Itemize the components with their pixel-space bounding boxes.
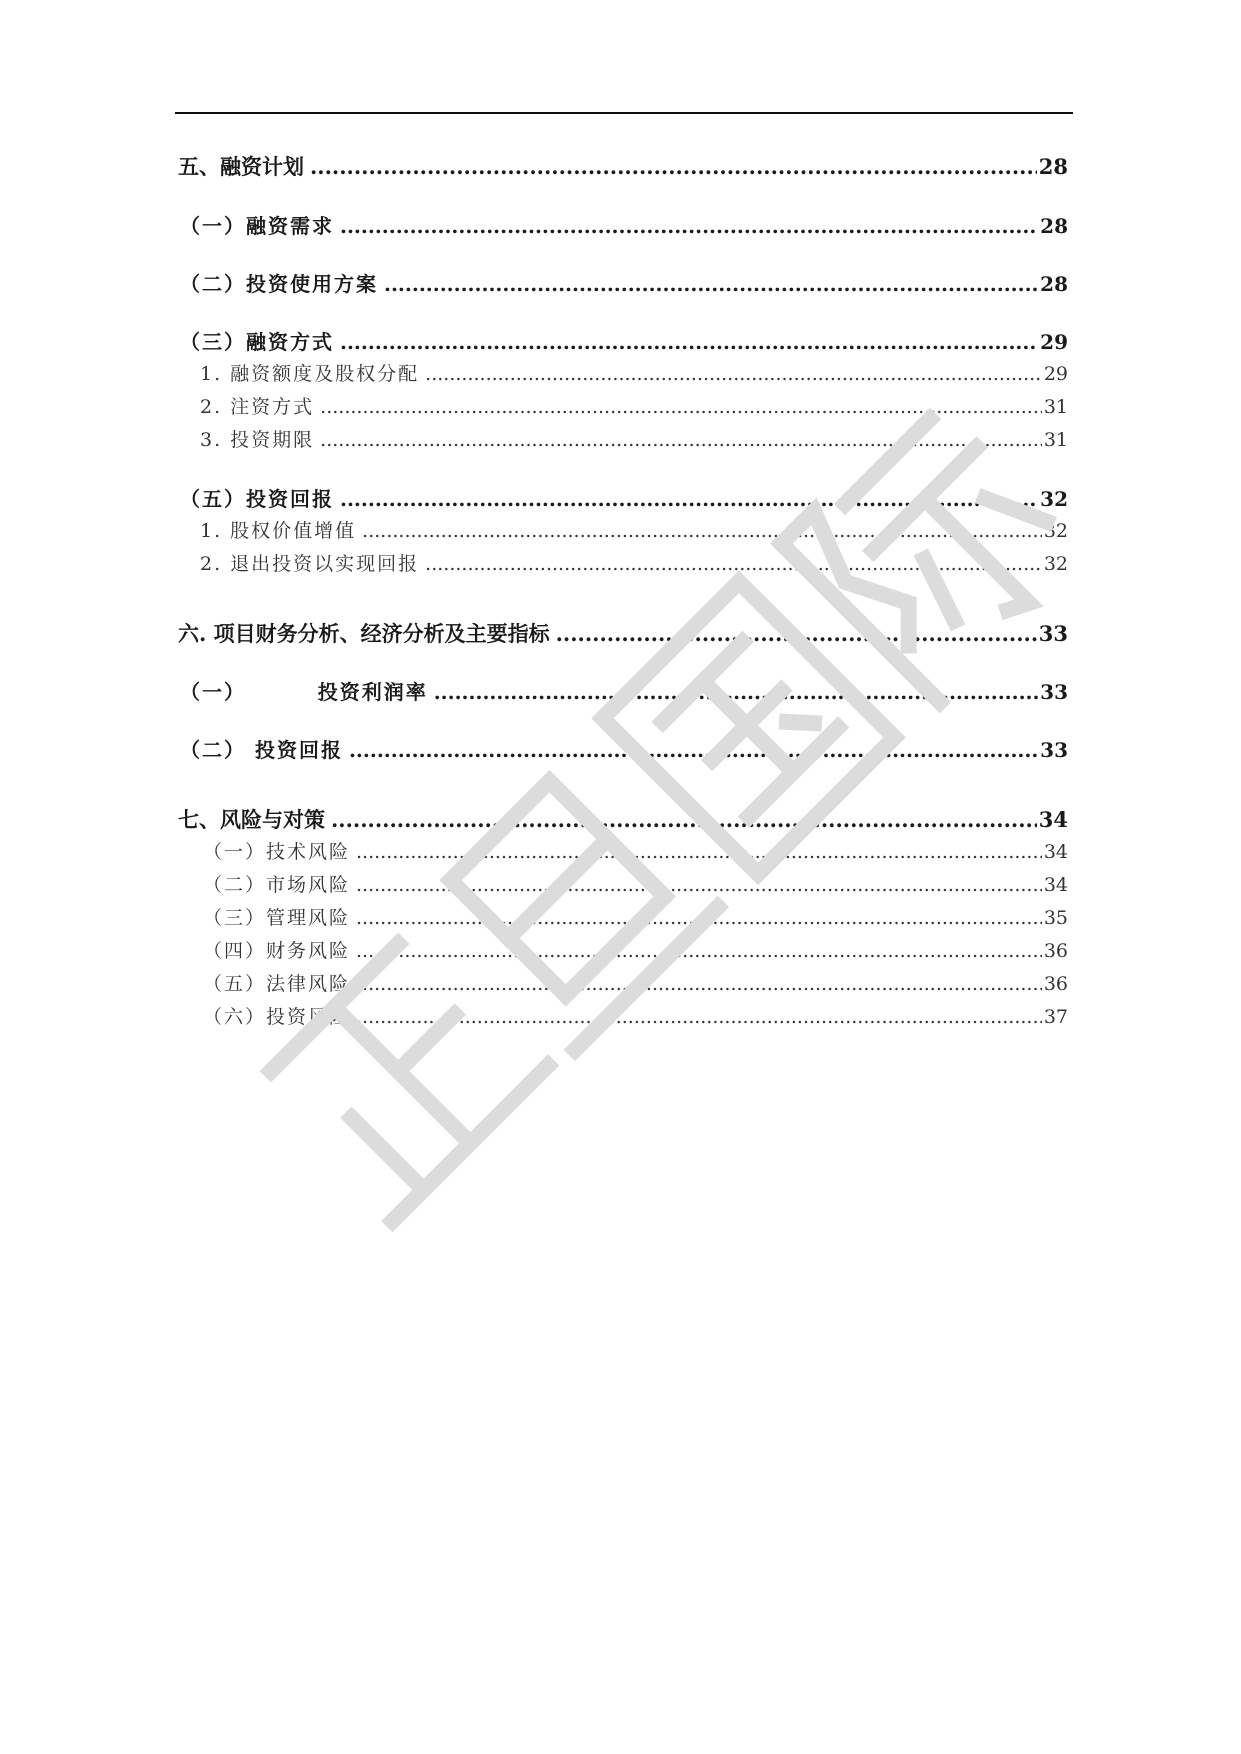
dot-leader [425, 363, 1042, 385]
toc-entry-exit-return[interactable] [200, 549, 1068, 576]
toc-entry-financial-analysis[interactable] [178, 618, 1068, 648]
toc-page-number: 32 [1040, 487, 1068, 511]
dot-leader [356, 874, 1042, 896]
toc-entry-label: 3. 投资期限 [200, 429, 315, 451]
toc-entry-label: （六）投资风险 [203, 1006, 351, 1028]
dot-leader [320, 429, 1042, 451]
toc-entry-financing-plan[interactable] [178, 151, 1068, 181]
toc-page-number: 35 [1043, 907, 1068, 929]
toc-page-number: 28 [1038, 154, 1068, 179]
dot-leader [384, 272, 1038, 296]
toc-page-number: 33 [1040, 738, 1068, 762]
toc-page-number: 37 [1043, 1006, 1068, 1028]
toc-page-number: 31 [1043, 429, 1068, 451]
toc-page-number: 36 [1043, 973, 1068, 995]
toc-entry-label: 六. 项目财务分析、经济分析及主要指标 [178, 621, 550, 646]
dot-leader [356, 841, 1042, 863]
toc-entry-financing-demand[interactable] [180, 210, 1068, 239]
toc-entry-label: 1. 融资额度及股权分配 [200, 363, 420, 385]
toc-entry-label: （二）市场风险 [203, 874, 351, 896]
toc-entry-profit-rate[interactable] [180, 676, 1068, 705]
toc-entry-label: 五、融资计划 [178, 154, 304, 179]
toc-page-number: 32 [1043, 520, 1068, 542]
toc-entry-label: （一）技术风险 [203, 841, 351, 863]
toc-page-number: 28 [1040, 214, 1068, 238]
toc-entry-financial-risk[interactable] [203, 936, 1068, 963]
toc-entry-return-2[interactable] [180, 734, 1068, 763]
dot-leader [434, 680, 1038, 704]
dot-leader [356, 940, 1042, 962]
toc-page-number: 29 [1040, 330, 1068, 354]
toc-entry-investment-return[interactable] [180, 483, 1068, 512]
toc-entry-market-risk[interactable] [203, 870, 1068, 897]
toc-entry-investment-risk[interactable] [203, 1002, 1068, 1029]
toc-entry-label: （三）融资方式 [180, 330, 334, 354]
toc-entry-label: 2. 注资方式 [200, 396, 315, 418]
dot-leader [425, 553, 1042, 575]
dot-leader [340, 330, 1038, 354]
toc-entry-label: 七、风险与对策 [178, 807, 325, 832]
toc-entry-label: （二） 投资回报 [180, 738, 343, 762]
toc-page-number: 31 [1043, 396, 1068, 418]
toc-entry-label: （四）财务风险 [203, 940, 351, 962]
toc-entry-investment-term[interactable] [200, 425, 1068, 452]
toc-entry-label: （三）管理风险 [203, 907, 351, 929]
toc-entry-label: （五）投资回报 [180, 487, 334, 511]
dot-leader [331, 807, 1037, 832]
toc-page-number: 34 [1043, 841, 1068, 863]
dot-leader [349, 738, 1038, 762]
dot-leader [356, 973, 1042, 995]
dot-leader [310, 154, 1037, 179]
toc-entry-risks[interactable] [178, 804, 1068, 834]
toc-entry-label: 2. 退出投资以实现回报 [200, 553, 420, 575]
toc-entry-tech-risk[interactable] [203, 837, 1068, 864]
toc-page-number: 28 [1040, 272, 1068, 296]
toc-entry-label: （五）法律风险 [203, 973, 351, 995]
dot-leader [320, 396, 1042, 418]
toc-entry-label: （一） 投资利润率 [180, 680, 428, 704]
toc-entry-equity-appreciation[interactable] [200, 516, 1068, 543]
toc-page-number: 32 [1043, 553, 1068, 575]
dot-leader [340, 487, 1038, 511]
toc-page-number: 36 [1043, 940, 1068, 962]
toc-entry-label: （二）投资使用方案 [180, 272, 378, 296]
toc-page-number: 34 [1043, 874, 1068, 896]
dot-leader [356, 907, 1042, 929]
toc-page-number: 33 [1038, 621, 1068, 646]
dot-leader [340, 214, 1038, 238]
toc-entry-financing-method[interactable] [180, 326, 1068, 355]
toc-entry-amount-equity[interactable] [200, 359, 1068, 386]
toc-entry-label: （一）融资需求 [180, 214, 334, 238]
toc-page-number: 29 [1043, 363, 1068, 385]
toc-entry-legal-risk[interactable] [203, 969, 1068, 996]
toc-page-number: 34 [1038, 807, 1068, 832]
toc-entry-label: 1. 股权价值增值 [200, 520, 357, 542]
dot-leader [556, 621, 1037, 646]
dot-leader [362, 520, 1042, 542]
toc-entry-capital-injection[interactable] [200, 392, 1068, 419]
dot-leader [356, 1006, 1042, 1028]
toc-entry-investment-usage[interactable] [180, 268, 1068, 297]
toc-entry-management-risk[interactable] [203, 903, 1068, 930]
toc-page-number: 33 [1040, 680, 1068, 704]
